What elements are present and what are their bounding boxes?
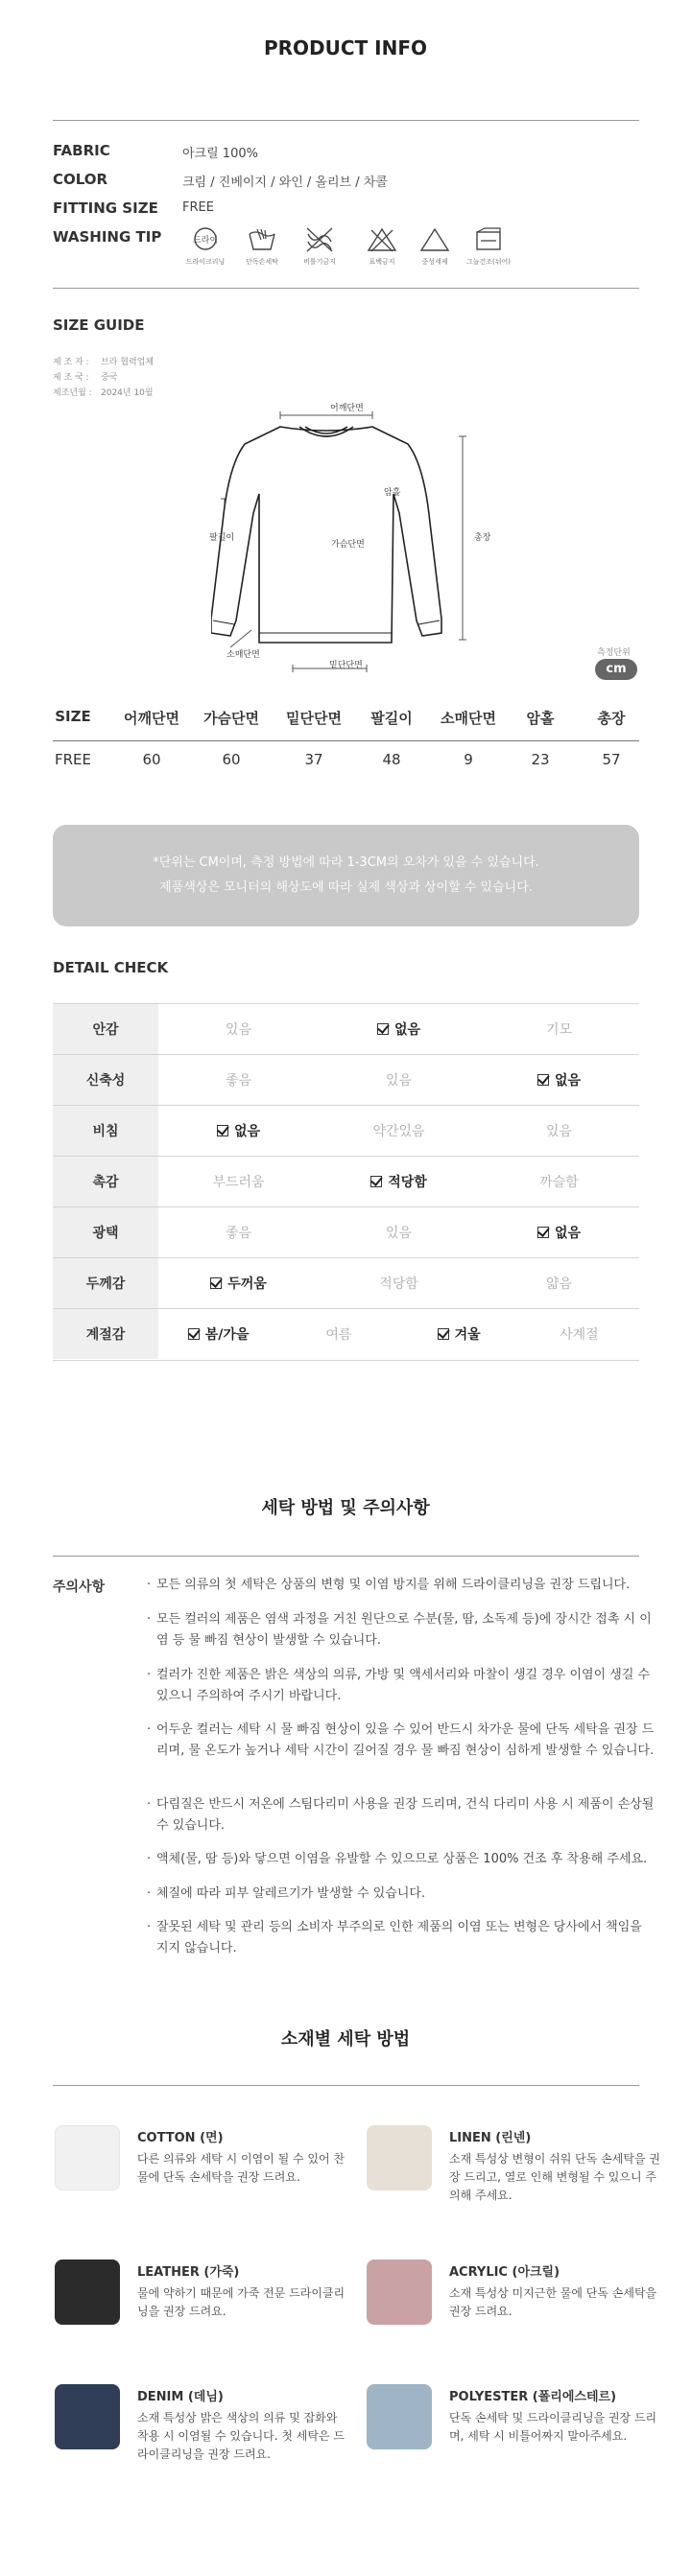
detail-row-label: 신축성 — [53, 1055, 158, 1105]
detail-option — [479, 1258, 639, 1308]
detail-option-label: 있음 — [225, 1022, 252, 1038]
color-value: 크림 / 진베이지 / 와인 / 올리브 / 차콜 — [182, 176, 388, 190]
detail-option-label: 있음 — [385, 1226, 413, 1241]
materials-title: 소재별 세탁 방법 — [280, 2029, 411, 2049]
shoulder-cell: 60 — [142, 751, 161, 768]
shade-dry-icon — [465, 226, 512, 267]
detail-check-title: DETAIL CHECK — [53, 959, 169, 976]
cuff-cell: 9 — [464, 751, 473, 768]
material-name: LEATHER (가죽) — [137, 2265, 240, 2280]
detail-option-label: 부드러움 — [212, 1175, 265, 1190]
maker-row — [53, 355, 154, 367]
detail-row-label: 안감 — [53, 1004, 158, 1054]
detail-row-label: 계절감 — [53, 1309, 158, 1359]
dry-clean-icon — [181, 226, 229, 267]
detail-option-selected — [479, 1055, 639, 1105]
detail-row — [53, 1156, 639, 1206]
date-value: 2024년 10월 — [101, 388, 154, 398]
unit-badge: cm — [595, 659, 637, 680]
detail-option — [319, 1106, 479, 1156]
detail-option-label: 겨울 — [454, 1327, 481, 1343]
material-name: COTTON (면) — [137, 2131, 224, 2145]
checkbox-checked-icon — [370, 1176, 382, 1187]
detail-option-label: 없음 — [233, 1124, 261, 1139]
detail-option — [319, 1055, 479, 1105]
detail-option-label: 얇음 — [545, 1276, 573, 1292]
unit-caption: 측정단위 — [597, 648, 631, 658]
material-desc: 단독 손세탁 및 드라이클리닝을 권장 드리며, 세탁 시 비틀어짜지 말아주세요. — [449, 2411, 657, 2443]
length-header: 총장 — [597, 710, 626, 727]
divider — [53, 1360, 639, 1361]
detail-row-label: 비침 — [53, 1106, 158, 1156]
detail-option-label: 약간있음 — [372, 1124, 425, 1139]
material-polyester — [367, 2380, 657, 2467]
care-item: · 체질에 따라 피부 알레르기가 발생할 수 있습니다. — [147, 1884, 655, 1905]
material-denim — [55, 2380, 345, 2467]
material-name: ACRYLIC (아크릴) — [449, 2265, 560, 2280]
checkbox-checked-icon — [377, 1023, 389, 1035]
detail-option — [319, 1207, 479, 1257]
checkbox-checked-icon — [438, 1328, 449, 1340]
detail-option-label: 없음 — [554, 1073, 582, 1089]
material-desc: 다른 의류와 세탁 시 이염이 될 수 있어 찬물에 단독 손세탁을 권장 드려요. — [137, 2152, 345, 2184]
detail-option-selected — [399, 1309, 519, 1359]
chest-header: 가슴단면 — [203, 710, 259, 727]
armhole-header: 암홀 — [526, 710, 555, 727]
detail-option-label: 기모 — [545, 1022, 573, 1038]
divider — [53, 740, 639, 741]
divider — [53, 120, 639, 121]
detail-option — [158, 1004, 319, 1054]
detail-option-selected — [158, 1258, 319, 1308]
notice-box — [53, 825, 639, 926]
length-cell: 57 — [602, 751, 621, 768]
color-label: COLOR — [53, 171, 108, 188]
no-machine-wash-label: 비틀기금지 — [303, 258, 336, 266]
checkbox-checked-icon — [188, 1328, 200, 1340]
chest-cell: 60 — [222, 751, 241, 768]
detail-option-label: 있음 — [545, 1124, 573, 1139]
divider — [53, 2085, 639, 2086]
detail-option-label: 적당함 — [388, 1175, 427, 1190]
care-item: · 잘못된 세탁 및 관리 등의 소비자 부주의로 인한 제품의 이염 또는 변형은 당사에서 책임을 지지 않습니다. — [147, 1917, 655, 1959]
hem-label: 밑단단면 — [329, 661, 363, 670]
sleeve-cell: 48 — [382, 751, 401, 768]
detail-option-label: 좋음 — [225, 1226, 252, 1241]
hem-cell: 37 — [304, 751, 323, 768]
detail-option — [158, 1207, 319, 1257]
material-cotton — [55, 2121, 345, 2208]
care-title: 세탁 방법 및 주의사항 — [261, 1498, 430, 1518]
detail-row-label: 촉감 — [53, 1157, 158, 1206]
maker-value: 브라 협력업체 — [101, 358, 155, 367]
neutral-detergent-icon — [411, 226, 459, 267]
detail-option-selected — [158, 1106, 319, 1156]
material-name: POLYESTER (폴리에스테르) — [449, 2390, 617, 2404]
detail-option — [278, 1309, 398, 1359]
date-label: 제조년월 : — [53, 388, 92, 398]
detail-option-label: 두꺼움 — [227, 1276, 267, 1292]
care-item: · 모든 컬러의 제품은 염색 과정을 거친 원단으로 수분(물, 땀, 소독제 등)에 장시간 접촉 시 이염 등 물 빠짐 현상이 발생할 수 있습니다. — [147, 1609, 655, 1651]
hem-header: 밑단단면 — [286, 710, 342, 727]
armhole-cell: 23 — [531, 751, 550, 768]
material-acrylic — [367, 2256, 657, 2342]
detail-option-selected — [319, 1157, 479, 1206]
cuff-header: 소매단면 — [441, 710, 496, 727]
sleeve-header: 팔길이 — [370, 710, 413, 727]
detail-row-label: 광택 — [53, 1207, 158, 1257]
detail-option-label: 좋음 — [225, 1073, 252, 1089]
detail-option-label: 있음 — [385, 1073, 413, 1089]
neutral-detergent-label: 중성세제 — [421, 258, 448, 266]
detail-row — [53, 1257, 639, 1308]
origin-label: 제 조 국 : — [53, 373, 89, 383]
linen-swatch — [367, 2125, 432, 2190]
dry-clean-label: 드라이크리닝 — [185, 258, 226, 266]
material-desc: 소재 특성상 밝은 색상의 의류 및 잡화와 착용 시 이염될 수 있습니다. 첫 세탁은 드라이클리닝을 권장 드려요. — [137, 2411, 345, 2461]
origin-value: 중국 — [101, 373, 118, 383]
care-label: 주의사항 — [53, 1580, 106, 1595]
care-item: · 다림질은 반드시 저온에 스팀다리미 사용을 권장 드리며, 건식 다리미 사용 시 제품이 손상될 수 있습니다. — [147, 1794, 655, 1837]
material-desc: 소재 특성상 변형이 쉬워 단독 손세탁을 권장 드리고, 열로 인해 변형될 수 있으니 주의해 주세요. — [449, 2152, 660, 2202]
detail-option-label: 사계절 — [560, 1327, 599, 1343]
detail-row — [53, 1308, 639, 1359]
care-item: · 모든 의류의 첫 세탁은 상품의 변형 및 이염 방지를 위해 드라이클리닝을 권장 드립니다. — [147, 1575, 655, 1596]
fabric-label: FABRIC — [53, 142, 110, 159]
divider — [53, 288, 639, 289]
detail-option — [479, 1157, 639, 1206]
sleeve-label: 팔길이 — [209, 533, 235, 543]
detail-option-label: 까슬함 — [539, 1175, 579, 1190]
divider — [53, 1556, 639, 1557]
notice-line: 제품색상은 모니터의 해상도에 따라 실제 색상과 상이할 수 있습니다. — [159, 880, 533, 895]
material-desc: 물에 약하기 때문에 가죽 전문 드라이클리닝을 권장 드려요. — [137, 2286, 346, 2318]
fitting-size-value: FREE — [182, 200, 214, 215]
detail-option-selected — [479, 1207, 639, 1257]
care-item: · 어두운 컬러는 세탁 시 물 빠짐 현상이 있을 수 있어 반드시 차가운 물에 단독 세탁을 권장 드리며, 물 온도가 높거나 세탁 시간이 길어질 경우 물 빠짐 현상이 심하게 발생할 수 있습니다. — [147, 1720, 655, 1762]
care-item: · 컬러가 진한 제품은 밝은 색상의 의류, 가방 및 액세서리와 마찰이 생길 경우 이염이 생길 수 있으니 주의하여 주시기 바랍니다. — [147, 1665, 655, 1707]
origin-row — [53, 370, 117, 383]
material-name: DENIM (데님) — [137, 2390, 224, 2404]
detail-option-label: 여름 — [325, 1327, 352, 1343]
size-guide-title: SIZE GUIDE — [53, 316, 145, 334]
detail-option — [158, 1157, 319, 1206]
armhole-label: 암홀 — [384, 488, 401, 498]
checkbox-checked-icon — [210, 1277, 222, 1289]
product-info-title: PRODUCT INFO — [263, 36, 428, 59]
detail-option-selected — [158, 1309, 278, 1359]
material-name: LINEN (린넨) — [449, 2131, 532, 2145]
denim-swatch — [55, 2384, 120, 2449]
detail-option-label: 봄/가을 — [204, 1327, 250, 1343]
size-cell: FREE — [54, 751, 91, 768]
size-header: SIZE — [55, 708, 91, 725]
detail-option — [479, 1106, 639, 1156]
washing-tip-label: WASHING TIP — [53, 228, 162, 246]
detail-option-label: 없음 — [554, 1226, 582, 1241]
material-linen — [367, 2121, 660, 2208]
material-desc: 소재 특성상 미지근한 물에 단독 손세탁을 권장 드려요. — [449, 2286, 657, 2318]
hand-wash-icon — [238, 226, 286, 267]
date-row — [53, 386, 154, 398]
shoulder-label: 어깨단면 — [330, 404, 364, 413]
polyester-swatch — [367, 2384, 432, 2449]
notice-line: *단위는 CM이며, 측정 방법에 따라 1-3CM의 오차가 있을 수 있습니다. — [153, 855, 539, 870]
cotton-swatch — [55, 2125, 120, 2190]
detail-option-selected — [319, 1004, 479, 1054]
fitting-size-label: FITTING SIZE — [53, 199, 158, 217]
detail-row — [53, 1003, 639, 1054]
maker-label: 제 조 자 : — [53, 358, 89, 367]
no-machine-wash-icon — [296, 226, 344, 267]
material-leather — [55, 2256, 346, 2342]
detail-option-label: 적당함 — [379, 1276, 418, 1292]
detail-row — [53, 1206, 639, 1257]
shade-dry-label: 그늘건조(뉘어) — [465, 258, 512, 266]
fabric-value: 아크릴 100% — [182, 147, 258, 161]
detail-row — [53, 1105, 639, 1156]
detail-option — [479, 1004, 639, 1054]
detail-row-label: 두께감 — [53, 1258, 158, 1308]
checkbox-checked-icon — [537, 1227, 549, 1238]
care-item: · 액체(물, 땀 등)와 닿으면 이염을 유발할 수 있으므로 상품은 100% 건조 후 착용해 주세요. — [147, 1849, 655, 1870]
leather-swatch — [55, 2260, 120, 2325]
detail-option-label: 없음 — [393, 1022, 421, 1038]
checkbox-checked-icon — [537, 1074, 549, 1086]
detail-option — [319, 1258, 479, 1308]
svg-text:드라이: 드라이 — [192, 236, 219, 246]
cuff-label: 소매단면 — [226, 650, 260, 660]
detail-option — [158, 1055, 319, 1105]
shoulder-header: 어깨단면 — [124, 710, 179, 727]
chest-label: 가슴단면 — [331, 540, 365, 550]
checkbox-checked-icon — [217, 1125, 228, 1136]
no-bleach-label: 표백금지 — [369, 258, 395, 266]
no-bleach-icon — [358, 226, 406, 267]
hand-wash-label: 단독손세탁 — [246, 258, 278, 266]
detail-option — [519, 1309, 639, 1359]
length-label: 총장 — [474, 533, 491, 543]
detail-row — [53, 1054, 639, 1105]
acrylic-swatch — [367, 2260, 432, 2325]
